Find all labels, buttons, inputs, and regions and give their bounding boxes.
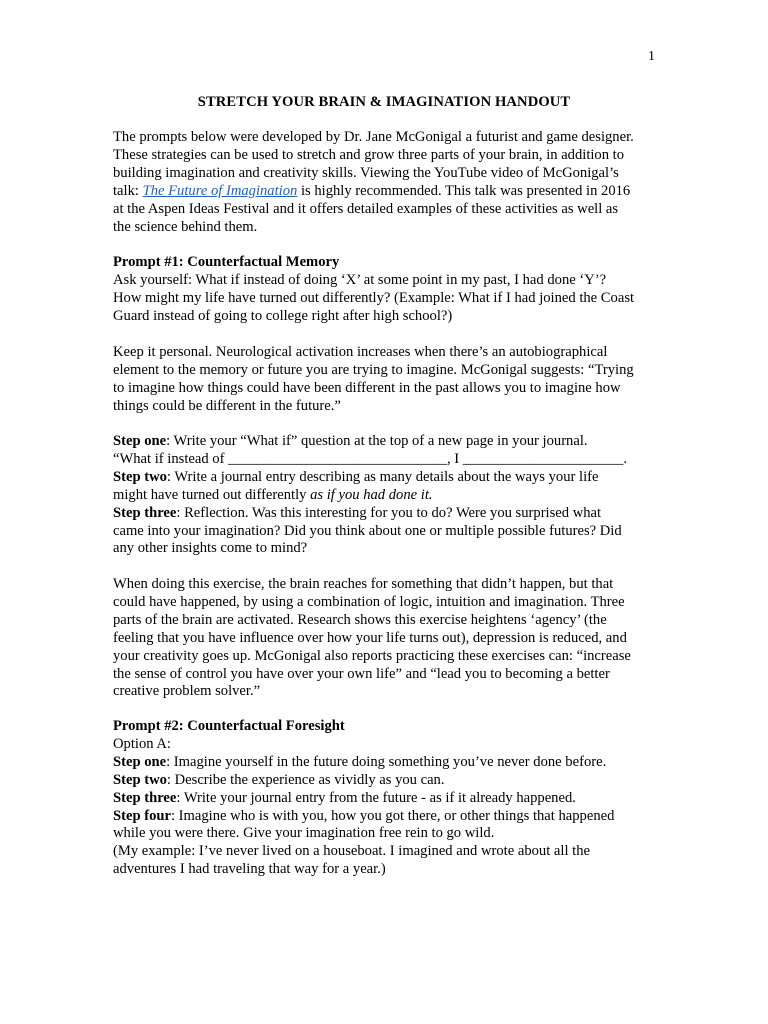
exercise-line: parts of the brain are activated. Research shows this exercise heightens ‘agency’ (the xyxy=(113,611,607,628)
intro-talk-line xyxy=(113,183,643,201)
talk-link[interactable]: The Future of Imagination xyxy=(142,182,298,199)
prompt2-heading: Prompt #2: Counterfactual Foresight xyxy=(113,718,345,734)
step-three-line: came into your imagination? Did you think about one or multiple possible futures? Did xyxy=(113,522,622,539)
exercise-line: your creativity goes up. McGonigal also reports practicing these exercises can: “increase xyxy=(113,647,631,664)
personal-line: to imagine how things could have been different in the past allows you to imagine how xyxy=(113,379,621,396)
p2-step-four-line: adventures I had traveling that way for a year.) xyxy=(113,861,386,878)
prompt1-steps xyxy=(113,433,643,558)
p2-step-four-line: while you were there. Give your imagination free rein to go wild. xyxy=(113,825,495,842)
p2-step-one: Step one: Imagine yourself in the future doing something you’ve never done before. xyxy=(113,753,607,770)
personal-line: Keep it personal. Neurological activation increases when there’s an autobiographical xyxy=(113,344,608,360)
prompt2-section xyxy=(113,718,643,879)
step-three: Step three: Reflection. Was this interesting for you to do? Were you surprised what xyxy=(113,504,602,521)
exercise-line: the sense of control you have over your own life” and “lead you to becoming a better xyxy=(113,665,610,682)
intro-line: the science behind them. xyxy=(113,218,258,235)
exercise-line: creative problem solver.” xyxy=(113,683,261,700)
intro-line: These strategies can be used to stretch and grow three parts of your brain, in addition to xyxy=(113,146,625,163)
intro-line: building imagination and creativity skills. Viewing the YouTube video of McGonigal’s xyxy=(113,164,619,181)
p2-step-three: Step three: Write your journal entry from the future - as if it already happened. xyxy=(113,789,576,806)
p2-step-four-line: (My example: I’ve never lived on a houseboat. I imagined and wrote about all the xyxy=(113,843,590,860)
prompt1-ask-line: Guard instead of going to college right after high school?) xyxy=(113,307,453,324)
step-two: Step two: Write a journal entry describing as many details about the ways your life xyxy=(113,468,599,485)
personal-line: element to the memory or future you are trying to imagine. McGonigal suggests: “Trying xyxy=(113,361,634,378)
option-a-label: Option A: xyxy=(113,735,171,752)
prompt1-heading: Prompt #1: Counterfactual Memory xyxy=(113,254,340,270)
talk-suffix: is highly recommended. This talk was presented in 2016 xyxy=(297,182,631,199)
step-one: Step one: Write your “What if” question at the top of a new page in your journal. xyxy=(113,433,588,449)
what-if-line: “What if instead of ______________________________, I ______________________. xyxy=(113,450,627,467)
prompt1-ask-line: Ask yourself: What if instead of doing ‘X’ at some point in my past, I had done ‘Y’? xyxy=(113,271,607,288)
personal-line: things could be different in the future.” xyxy=(113,397,341,414)
intro-paragraph xyxy=(113,129,643,236)
exercise-paragraph xyxy=(113,576,643,701)
step-one-label: Step one xyxy=(113,433,167,449)
exercise-line: could have happened, by using a combination of logic, intuition and imagination. Three xyxy=(113,593,625,610)
exercise-line: feeling that you have influence over how your life turns out), depression is reduced, and xyxy=(113,629,627,646)
step-three-line: any other insights come to mind? xyxy=(113,540,308,557)
keep-personal-paragraph xyxy=(113,344,643,416)
page-title: STRETCH YOUR BRAIN & IMAGINATION HANDOUT xyxy=(197,94,571,110)
intro-line: The prompts below were developed by Dr. Jane McGonigal a futurist and game designer. xyxy=(113,129,634,145)
page-number: 1 xyxy=(648,49,655,64)
p2-step-two: Step two: Describe the experience as vividly as you can. xyxy=(113,771,445,788)
step-three-label: Step three xyxy=(113,504,177,521)
step-two-label: Step two xyxy=(113,468,167,485)
exercise-line: When doing this exercise, the brain reaches for something that didn’t happen, but that xyxy=(113,576,614,592)
prompt1-ask-line: How might my life have turned out differently? (Example: What if I had joined the Coast xyxy=(113,289,635,306)
p2-step-four: Step four: Imagine who is with you, how you got there, or other things that happened xyxy=(113,807,615,824)
talk-prefix: talk: xyxy=(113,182,143,199)
step-two-continued: might have turned out differently as if you had done it. xyxy=(113,486,433,503)
prompt1-section xyxy=(113,254,643,326)
intro-line: at the Aspen Ideas Festival and it offers detailed examples of these activities as well as xyxy=(113,200,619,217)
